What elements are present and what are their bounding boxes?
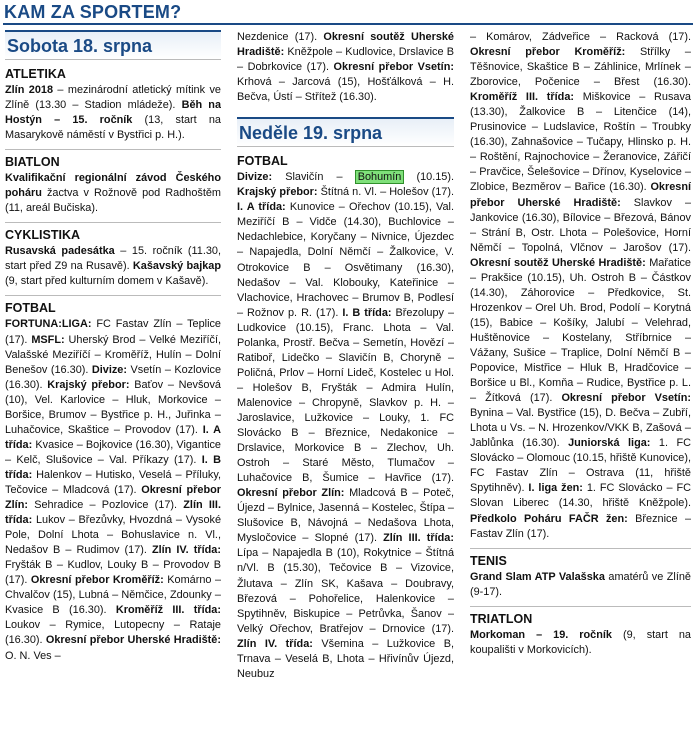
listing-fotbal-saturday-cont: Nezdenice (17). Okresní soutěž Uherské Hradiště: Kněžpole – Kudlovice, Drslavice B – Dobrkovice (17). Okresní přebor Vsetín: Krhová – Jarcová (15), Hošťálková – H. Bečva, Ústí – Střítež (16.30). bbox=[237, 31, 454, 104]
column-3 bbox=[470, 30, 691, 734]
section-title-atletika: ATLETIKA bbox=[5, 67, 66, 81]
section-title-cyklistika: CYKLISTIKA bbox=[5, 222, 221, 244]
listing-triatlon: Morkoman – 19. ročník (9, start na koupališti v Morkovicích). bbox=[470, 628, 691, 656]
day-heading-sunday: Neděle 19. srpna bbox=[237, 117, 454, 147]
section-title-triatlon: TRIATLON bbox=[470, 606, 691, 628]
kicker-rule bbox=[3, 23, 693, 25]
section-title-biatlon: BIATLON bbox=[5, 149, 221, 171]
listing-cyklistika: Rusavská padesátka – 15. ročník (11.30, start před Z9 na Rusavě). Kašavský bajkap (9, start před kulturním domem v Kašavě). bbox=[5, 245, 221, 288]
section-title-tenis: TENIS bbox=[470, 548, 691, 570]
listing-fotbal-sunday: Divize: Slavičín – Bohumín (10.15). Krajský přebor: Štítná n. Vl. – Holešov (17). I. A třída: Kunovice – Ořechov (10.15), Val. Meziříčí B – Vidče (14.30), Buchlovice – Nedachlebice, Koryčany – Nivnice, Újezdec – Napajedla, Dolní Němčí – Žalkovice, V. Otrokovice B – Osvětimany (16.30), Nedašov – Val. Klobouky, Kateřinice – Vlachovice, Hrachovec – Brumov B, Podlesí – Rožnov p. R. (17). I. B třída: Březolupy – Ludkovice (10.15), Franc. Lhota – Val. Polanka, Prostř. Bečva – Semetín, Hovězí – Ratiboř, Lidečko – Slavičín B, Choryně – Poličná, Prlov – Horní Lideč, Kostelec u Hol. – Holešov B, Fryšták – Admira Hulín, Malenovice – Chropyně, Slavkov p. H. – Jaroslavice, Lužkovice – Louky, 1. FC Slovácko B – Březnice, Nedakonice – Drslavice, Morkovice B – Zlechov, Uh. Ostroh – Staré Město, Tlumačov – Luhačovice B, Šumice – Havřice (17). Okresní přebor Zlín: Mladcová B – Poteč, Újezd – Bylnice, Jasenná – Kostelec, Štípa – Slušovice B, Návojná – Nedašova Lhota, Mysločovice – Slopné (17). Zlín III. třída: Lípa – Napajedla B (10), Rokytnice – Štítná n/Vl. B (15.30), Tečovice B – Vizovice, Žlutava – Zlín SK, Kašava – Doubravy, Březová – Pohořelice, Halenkovice – Spytihněv, Biskupice – Petrůvka, Šanov – Velký Ořechov, Bratřejov – Drnovice (17). Zlín IV. třída: Všemina – Lužkovice B, Trnava – Veselá B, Lhota – Hřivínův Újezd, Neubuz bbox=[237, 171, 454, 680]
listing-fotbal-sunday-cont: – Komárov, Zádveřice – Racková (17). Okresní přebor Kroměříž: Střílky – Těšnovice, Skaštice B – Záhlinice, Mrlínek – Zborovice, Počenice – Břest (16.30). Kroměříž III. třída: Miškovice – Rusava (13.30), Žalkovice B – Litenčice (14), Prusinovice – Ludslavice, Roštín – Troubky (16.30), Zahnašovice – Tučapy, Hlinsko p. H. – Roštění, Rajnochovice – Žeranovice, Zářičí – Pravčice, Šelešovice – Dřínov, Kyselovice – Zlobice, Bezměrov – Bařice (16.30). Okresní přebor Uherské Hradiště: Slavkov – Jankovice (16.30), Bílovice – Březová, Bánov – Strání B, Ostr. Lhota – Polešovice, Horní Němčí – Topolná, Vlčnov – Jarošov (17). Okresní soutěž Uherské Hradiště: Mařatice – Prakšice (10.15), Uh. Ostroh B – Částkov (14.30), Záhorovice – Předkovice, St. Hrozenkov – Orel Uh. Brod, Podolí – Korytná (15), Babice – Košíky, Jalubí – Velehrad, Huštěnovice – Kostelany, Stříbrnice – Vážany, Sušice – Traplice, Dolní Němčí B – Popovice, Mistřice – Hluk B, Hradčovice – Boršice u Bl., Komňa – Rudice, Bystřice p. L. – Žítková (17). Okresní přebor Vsetín: Bynina – Val. Bystřice (15), D. Bečva – Zubří, Lhota u Vs. – N. Hrozenkov/VKK B, Zašová – Jablůnka (16.30). Juniorská liga: 1. FC Slovácko – Olomouc (10.15, hřiště Kunovice), FC Fastav Zlín – Ostrava (11, hřiště Spytihněv). I. liga žen: 1. FC Slovácko – FC Slovan Liberec (14.30, hřiště Kněžpole). Předkolo Poháru FAČR žen: Březnice – Fastav Zlín (17). bbox=[470, 31, 691, 540]
listing-tenis: Grand Slam ATP Valašska amatérů ve Zlíně (9-17). bbox=[470, 570, 691, 598]
listing-biatlon: Kvalifikační regionální závod Českého poháru žactva v Rožnově pod Radhoštěm (11, areál Bučiska). bbox=[5, 172, 221, 215]
section-title-fotbal-saturday: FOTBAL bbox=[5, 295, 221, 317]
section-kicker: KAM ZA SPORTEM? bbox=[4, 2, 182, 22]
listing-fotbal-saturday: FORTUNA:LIGA: FC Fastav Zlín – Teplice (17). MSFL: Uherský Brod – Velké Meziříčí, Valašské Meziříčí – Kroměříž, Hulín – Dolní Benešov (16.30). Divize: Vsetín – Kozlovice (16.30). Krajský přebor: Baťov – Nevšová (10), Vel. Karlovice – Hluk, Morkovice – Boršice, Brumov – Bystřice p. H., Juřinka – Luhačovice, Skaštice – Provodov (17). I. A třída: Kvasice – Bojkovice (16.30), Vigantice – Kelč, Slušovice – Val. Příkazy (17). I. B třída: Halenkov – Hutisko, Veselá – Příluky, Tečovice – Mladcová (17). Okresní přebor Zlín: Sehradice – Pozlovice (17). Zlín III. třída: Lukov – Březůvky, Hvozdná – Vysoké Pole, Dolní Lhota – Bohuslavice n. Vl., Nedašov B – Rudimov (17). Zlín IV. třída: Fryšták B – Kudlov, Louky B – Provodov B (17). Okresní přebor Kroměříž: Komárno – Chvalčov (15), Lubná – Němčice, Zdounky – Kvasice B (16.30). Kroměříž III. třída: Loukov – Rymice, Lutopecny – Rataje (16.30). Okresní přebor Uherské Hradiště: O. N. Ves – bbox=[5, 318, 221, 662]
day-heading-saturday: Sobota 18. srpna bbox=[5, 30, 221, 60]
column-1 bbox=[5, 30, 221, 734]
highlighted-team: Bohumín bbox=[357, 171, 402, 184]
section-title-fotbal-sunday: FOTBAL bbox=[237, 154, 288, 169]
listing-atletika: Zlín 2018 – mezinárodní atletický mítink ve Zlíně (13.30 – Stadion mládeže). Běh na Hostýn – 15. ročník (13, start na Masarykově náměstí v Bystřici p. H.). bbox=[5, 84, 221, 142]
column-2 bbox=[237, 30, 454, 734]
